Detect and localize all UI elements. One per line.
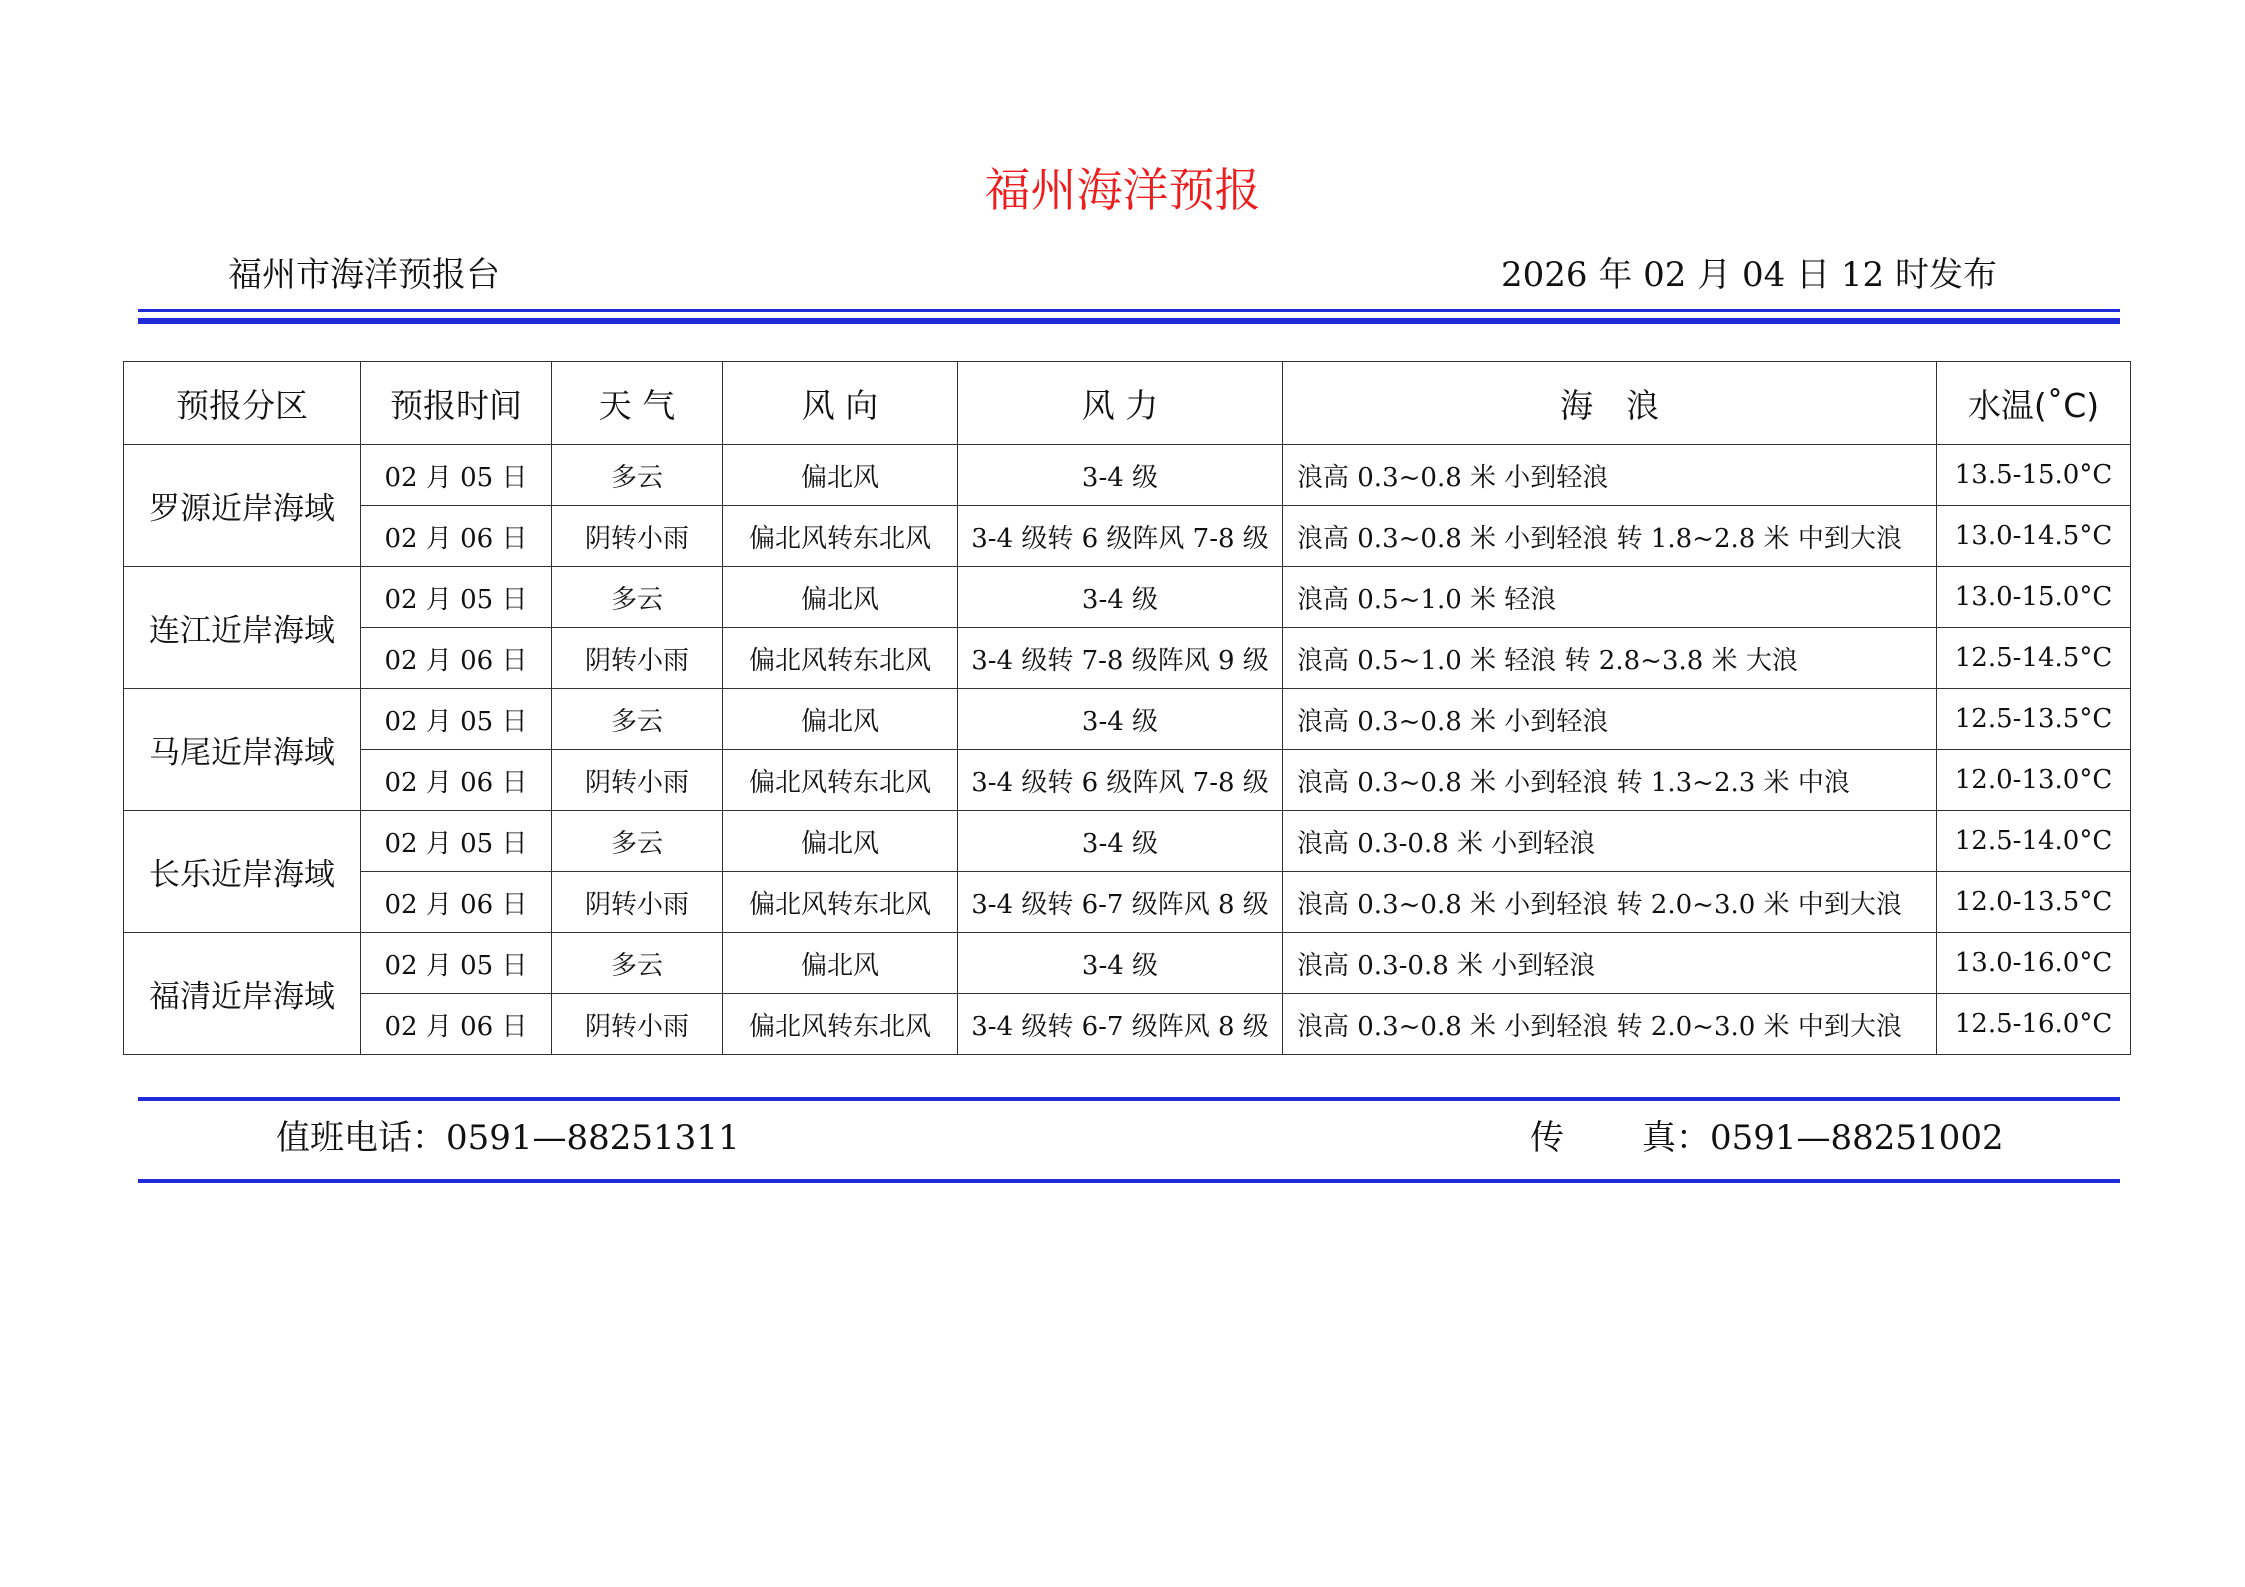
wind-force: 3-4 级转 6 级阵风 7-8 级 <box>958 506 1283 567</box>
duty-phone-line <box>276 1115 740 1161</box>
table-row <box>124 872 2131 933</box>
table-row <box>124 689 2131 750</box>
page-title: 福州海洋预报 <box>984 163 1261 217</box>
weather: 阴转小雨 <box>552 506 723 567</box>
water-temp: 13.0-15.0°C <box>1937 567 2131 628</box>
wind-direction: 偏北风 <box>723 933 958 994</box>
weather: 阴转小雨 <box>552 628 723 689</box>
wind-force: 3-4 级转 6-7 级阵风 8 级 <box>958 872 1283 933</box>
wind-force: 3-4 级 <box>958 811 1283 872</box>
wind-direction: 偏北风转东北风 <box>723 506 958 567</box>
duty-phone-number: 0591—88251311 <box>446 1118 740 1158</box>
wind-direction: 偏北风转东北风 <box>723 628 958 689</box>
fax-label-part2: 真： <box>1642 1118 1710 1158</box>
weather: 阴转小雨 <box>552 872 723 933</box>
table-row <box>124 506 2131 567</box>
header-water-temp: 水温(˚C) <box>1937 362 2131 445</box>
water-temp: 13.5-15.0°C <box>1937 445 2131 506</box>
wind-direction: 偏北风转东北风 <box>723 750 958 811</box>
wind-force: 3-4 级 <box>958 933 1283 994</box>
header-weather: 天 气 <box>552 362 723 445</box>
forecast-time: 02 月 06 日 <box>361 506 552 567</box>
wind-force: 3-4 级转 6-7 级阵风 8 级 <box>958 994 1283 1055</box>
header-time: 预报时间 <box>361 362 552 445</box>
wind-direction: 偏北风转东北风 <box>723 872 958 933</box>
wind-force: 3-4 级 <box>958 689 1283 750</box>
wind-force: 3-4 级转 7-8 级阵风 9 级 <box>958 628 1283 689</box>
table-row <box>124 445 2131 506</box>
table-row <box>124 811 2131 872</box>
wind-force: 3-4 级 <box>958 445 1283 506</box>
wave: 浪高 0.3-0.8 米 小到轻浪 <box>1283 811 1937 872</box>
table-header-row <box>124 362 2131 445</box>
forecast-time: 02 月 05 日 <box>361 445 552 506</box>
wind-direction: 偏北风 <box>723 689 958 750</box>
weather: 多云 <box>552 933 723 994</box>
wave: 浪高 0.3~0.8 米 小到轻浪 转 1.8~2.8 米 中到大浪 <box>1283 506 1937 567</box>
footer-rule-top <box>138 1097 2120 1101</box>
wave: 浪高 0.3~0.8 米 小到轻浪 转 2.0~3.0 米 中到大浪 <box>1283 872 1937 933</box>
forecast-time: 02 月 05 日 <box>361 933 552 994</box>
water-temp: 12.5-14.0°C <box>1937 811 2131 872</box>
water-temp: 13.0-14.5°C <box>1937 506 2131 567</box>
water-temp: 12.5-13.5°C <box>1937 689 2131 750</box>
publisher: 福州市海洋预报台 <box>228 255 500 295</box>
table-row <box>124 994 2131 1055</box>
table-row <box>124 750 2131 811</box>
wind-force: 3-4 级转 6 级阵风 7-8 级 <box>958 750 1283 811</box>
fax-number: 0591—88251002 <box>1710 1118 2004 1158</box>
area-name: 马尾近岸海域 <box>124 689 361 811</box>
wind-direction: 偏北风 <box>723 445 958 506</box>
header-wind-force: 风 力 <box>958 362 1283 445</box>
forecast-time: 02 月 06 日 <box>361 750 552 811</box>
wave: 浪高 0.3~0.8 米 小到轻浪 转 1.3~2.3 米 中浪 <box>1283 750 1937 811</box>
wind-direction: 偏北风转东北风 <box>723 994 958 1055</box>
forecast-time: 02 月 05 日 <box>361 689 552 750</box>
weather: 多云 <box>552 567 723 628</box>
weather: 多云 <box>552 811 723 872</box>
forecast-time: 02 月 05 日 <box>361 811 552 872</box>
area-name: 福清近岸海域 <box>124 933 361 1055</box>
header-wind-direction: 风 向 <box>723 362 958 445</box>
issue-time: 2026 年 02 月 04 日 12 时发布 <box>1501 255 1997 295</box>
water-temp: 13.0-16.0°C <box>1937 933 2131 994</box>
table-row <box>124 933 2131 994</box>
area-name: 连江近岸海域 <box>124 567 361 689</box>
water-temp: 12.5-16.0°C <box>1937 994 2131 1055</box>
duty-phone-label: 值班电话： <box>276 1118 446 1158</box>
wave: 浪高 0.3~0.8 米 小到轻浪 <box>1283 445 1937 506</box>
forecast-time: 02 月 06 日 <box>361 628 552 689</box>
table-row <box>124 567 2131 628</box>
header-rule-thick <box>138 318 2120 324</box>
area-name: 罗源近岸海域 <box>124 445 361 567</box>
footer-rule-bottom <box>138 1179 2120 1183</box>
forecast-table <box>123 361 2131 1055</box>
weather: 多云 <box>552 689 723 750</box>
header-wave: 海 浪 <box>1283 362 1937 445</box>
water-temp: 12.0-13.5°C <box>1937 872 2131 933</box>
water-temp: 12.0-13.0°C <box>1937 750 2131 811</box>
weather: 多云 <box>552 445 723 506</box>
weather: 阴转小雨 <box>552 750 723 811</box>
water-temp: 12.5-14.5°C <box>1937 628 2131 689</box>
wave: 浪高 0.3~0.8 米 小到轻浪 <box>1283 689 1937 750</box>
weather: 阴转小雨 <box>552 994 723 1055</box>
table-row <box>124 628 2131 689</box>
wave: 浪高 0.5~1.0 米 轻浪 转 2.8~3.8 米 大浪 <box>1283 628 1937 689</box>
forecast-time: 02 月 05 日 <box>361 567 552 628</box>
forecast-time: 02 月 06 日 <box>361 872 552 933</box>
wave: 浪高 0.5~1.0 米 轻浪 <box>1283 567 1937 628</box>
area-name: 长乐近岸海域 <box>124 811 361 933</box>
wind-direction: 偏北风 <box>723 567 958 628</box>
wave: 浪高 0.3~0.8 米 小到轻浪 转 2.0~3.0 米 中到大浪 <box>1283 994 1937 1055</box>
header-area: 预报分区 <box>124 362 361 445</box>
fax-line <box>1530 1115 2004 1161</box>
fax-label-part1: 传 <box>1530 1118 1564 1158</box>
header-rule-thin <box>138 309 2120 312</box>
wind-direction: 偏北风 <box>723 811 958 872</box>
wave: 浪高 0.3-0.8 米 小到轻浪 <box>1283 933 1937 994</box>
wind-force: 3-4 级 <box>958 567 1283 628</box>
forecast-time: 02 月 06 日 <box>361 994 552 1055</box>
